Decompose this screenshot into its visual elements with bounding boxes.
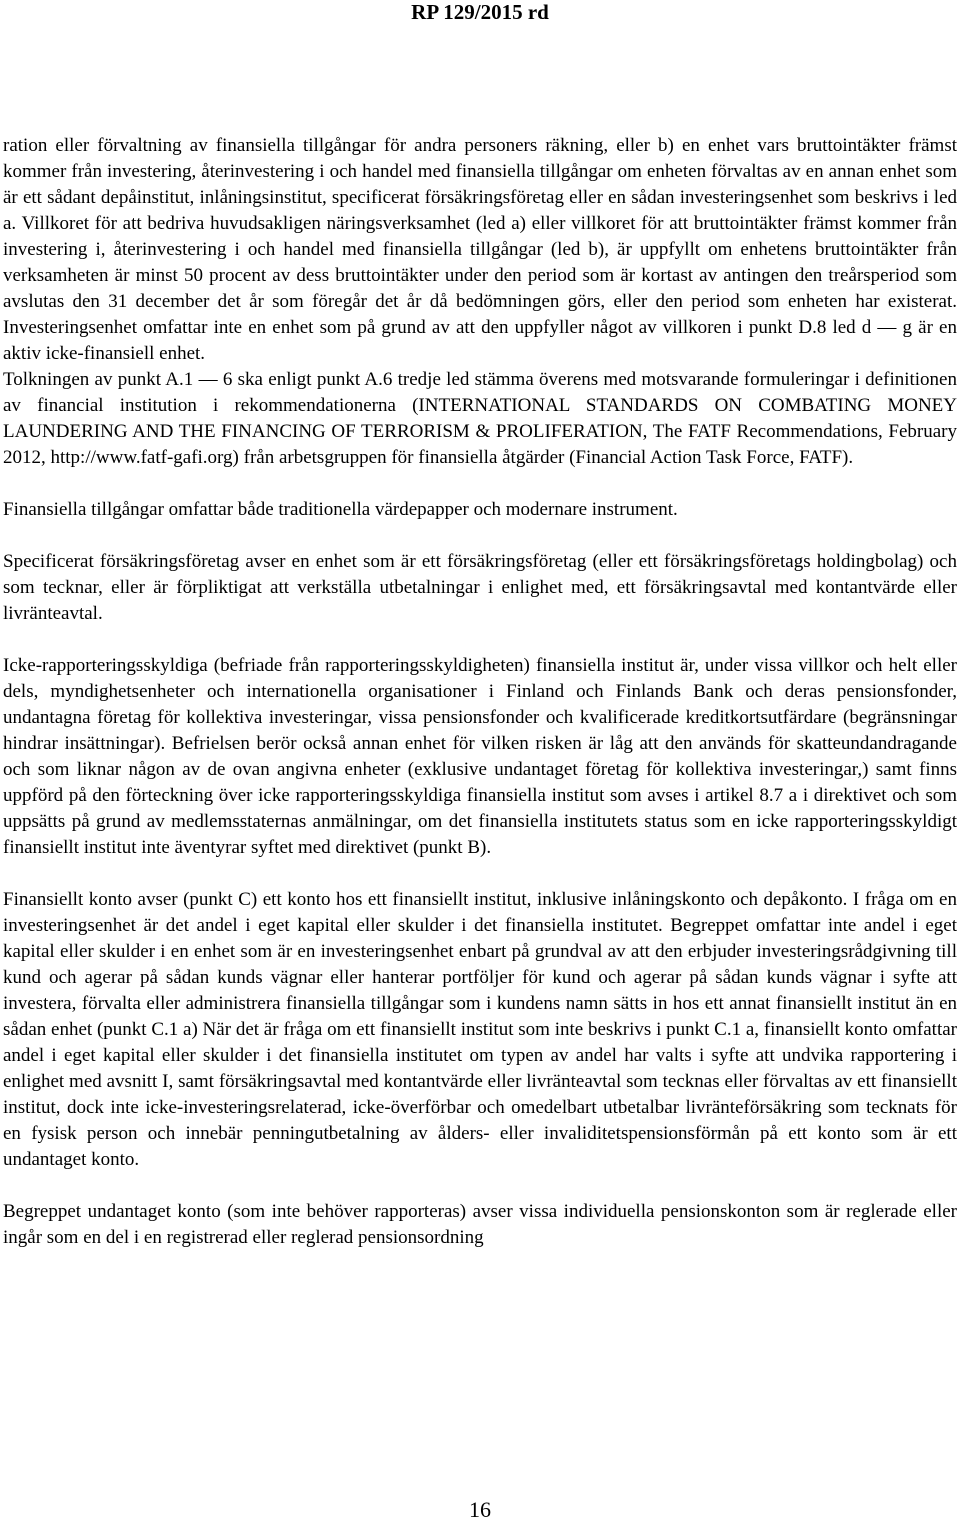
paragraph-non-reporting-institutions: Icke-rapporteringsskyldiga (befriade från rapporteringsskyldigheten) finansiella institut är, under vissa villkor och helt eller dels, myndighetsenheter och internationella organisationer i Finland och Finlands Bank och deras pensionsfonder, undantagna företag för kollektiva investeringar, vissa pensionsfonder och kvalificerade kreditkortsutfärdare (begränsningar hindrar insättningar). Befrielsen berör också annan enhet för vilken risken är låg att den används för skatteundandragande och som liknar någon av de ovan angivna enheter (exklusive undantaget företag för kollektiva investeringar,) samt finns uppförd på den förteckning över icke rapporteringsskyldiga finansiella institut som avses i artikel 8.7 a i direktivet och som uppsätts på grund av medlemsstaternas anmälningar, om det finansiella institutets status som en icke rapporteringsskyldigt finansiellt institut inte äventyrar syftet med direktivet (punkt B). — [3, 655, 957, 858]
paragraph-specified-insurance: Specificerat försäkringsföretag avser en enhet som är ett försäkringsföretag (eller ett försäkringsföretags holdingbolag) och som tecknar, eller är förpliktigat att verkställa utbetalningar i enlighet med, ett försäkringsavtal med kontantvärde eller livränteavtal. — [3, 551, 957, 624]
document-body — [3, 133, 957, 1277]
paragraph-excluded-account: Begreppet undantaget konto (som inte behöver rapporteras) avser vissa individuella pensionskonton som är reglerade eller ingår som en del i en registrerad eller reglerad pensionsordning — [3, 1201, 957, 1248]
paragraph-financial-assets: Finansiella tillgångar omfattar både traditionella värdepapper och modernare instrument. — [3, 499, 678, 520]
page-number: 16 — [469, 1497, 491, 1522]
document-title: RP 129/2015 rd — [411, 0, 549, 24]
paragraph-investment-entity: ration eller förvaltning av finansiella tillgångar för andra personers räkning, eller b) en enhet vars bruttointäkter främst kommer från investering, återinvestering i och handel med finansiella tillgångar om enheten förvaltas av en annan enhet som är ett sådant depåinstitut, inlåningsinstitut, specificerat försäkringsföretag eller en sådan investeringsenhet som beskrivs i led a. Villkoret för att bedriva huvudsakligen näringsverksamhet (led a) eller villkoret för att bruttointäkter främst kommer från investering i, återinvestering i och handel med finansiella tillgångar (led b), är uppfyllt om enhetens bruttointäkter från verksamheten är minst 50 procent av dess bruttointäkter under den period som är kortast av antingen den treårsperiod som avslutas den 31 december det år som föregår det år då bedömningen görs, eller den period som enheten har existerat. Investeringsenhet omfattar inte en enhet som på grund av att den uppfyller något av villkoren i punkt D.8 led d — g är en aktiv icke-finansiell enhet. — [3, 135, 957, 364]
document-header — [0, 0, 960, 24]
paragraph-financial-account: Finansiellt konto avser (punkt C) ett konto hos ett finansiellt institut, inklusive inlåningskonto och depåkonto. I fråga om en investeringsenhet är det andel i eget kapital eller skulder i det finansiella institutet. Begreppet omfattar inte andel i eget kapital eller skulder i en enhet som är en investeringsenhet enbart på grundval av att den erbjuder investeringsrådgivning till kund och agerar på sådan kunds vägnar eller hanterar portföljer för kund och agerar på sådan kunds vägnar i syfte att investera, förvalta eller administrera finansiella tillgångar som i kundens namn sätts in hos ett annat finansiellt institut än en sådan enhet (punkt C.1 a) När det är fråga om ett finansiellt institut som inte beskrivs i punkt C.1 a, finansiellt konto omfattar andel i eget kapital eller skulder i det finansiella institutet om typen av andel har valts i syfte att undvika rapportering i enlighet med avsnitt I, samt försäkringsavtal med kontantvärde eller livränteavtal som tecknas eller förvaltas av ett finansiellt institut, dock inte icke-investeringsrelaterad, icke-överförbar och omedelbart utbetalbar livränteförsäkring som tecknats för en fysisk person och innebär penningutbetalning av ålders- eller invaliditetspensionsförmån på ett konto som är ett undantaget konto. — [3, 889, 957, 1170]
page-footer — [0, 1498, 960, 1522]
paragraph-interpretation: Tolkningen av punkt A.1 — 6 ska enligt punkt A.6 tredje led stämma överens med motsvarande formuleringar i definitionen av financial institution i rekommendationerna (INTERNATIONAL STANDARDS ON COMBATING MONEY LAUNDERING AND THE FINANCING OF TERRORISM & PROLIFERATION, The FATF Recommendations, February 2012, http://www.fatf-gafi.org) från arbetsgruppen för finansiella åtgärder (Financial Action Task Force, FATF). — [3, 369, 957, 468]
